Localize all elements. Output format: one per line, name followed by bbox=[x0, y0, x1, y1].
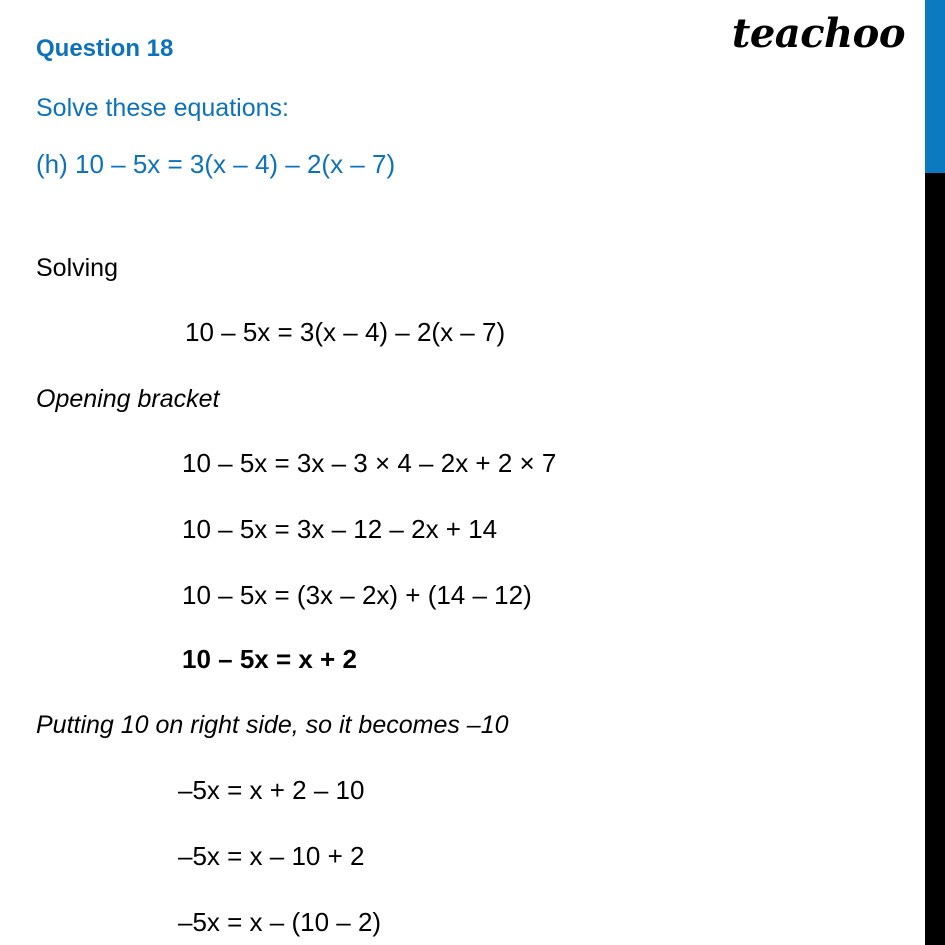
step-equation-6: –5x = x + 2 – 10 bbox=[178, 775, 365, 805]
step-equation-2: 10 – 5x = 3x – 3 × 4 – 2x + 2 × 7 bbox=[182, 448, 557, 478]
step-equation-1: 10 – 5x = 3(x – 4) – 2(x – 7) bbox=[185, 317, 506, 347]
step-note-putting-10-right-side: Putting 10 on right side, so it becomes –10 bbox=[36, 711, 509, 739]
step-note-opening-bracket: Opening bracket bbox=[36, 385, 220, 413]
question-heading: Question 18 bbox=[36, 35, 174, 62]
step-equation-8: –5x = x – (10 – 2) bbox=[178, 907, 382, 937]
solution-label: Solving bbox=[36, 254, 118, 282]
question-statement: (h) 10 – 5x = 3(x – 4) – 2(x – 7) bbox=[36, 149, 396, 179]
step-equation-7: –5x = x – 10 + 2 bbox=[178, 841, 365, 871]
teachoo-logo: teachoo bbox=[731, 10, 905, 57]
instruction-text: Solve these equations: bbox=[36, 94, 289, 122]
step-equation-3: 10 – 5x = 3x – 12 – 2x + 14 bbox=[182, 514, 498, 544]
step-equation-4: 10 – 5x = (3x – 2x) + (14 – 12) bbox=[182, 580, 532, 610]
right-edge-blue-bar bbox=[925, 0, 945, 173]
step-equation-5-simplified: 10 – 5x = x + 2 bbox=[182, 644, 357, 674]
right-edge-black-bar bbox=[925, 173, 945, 945]
